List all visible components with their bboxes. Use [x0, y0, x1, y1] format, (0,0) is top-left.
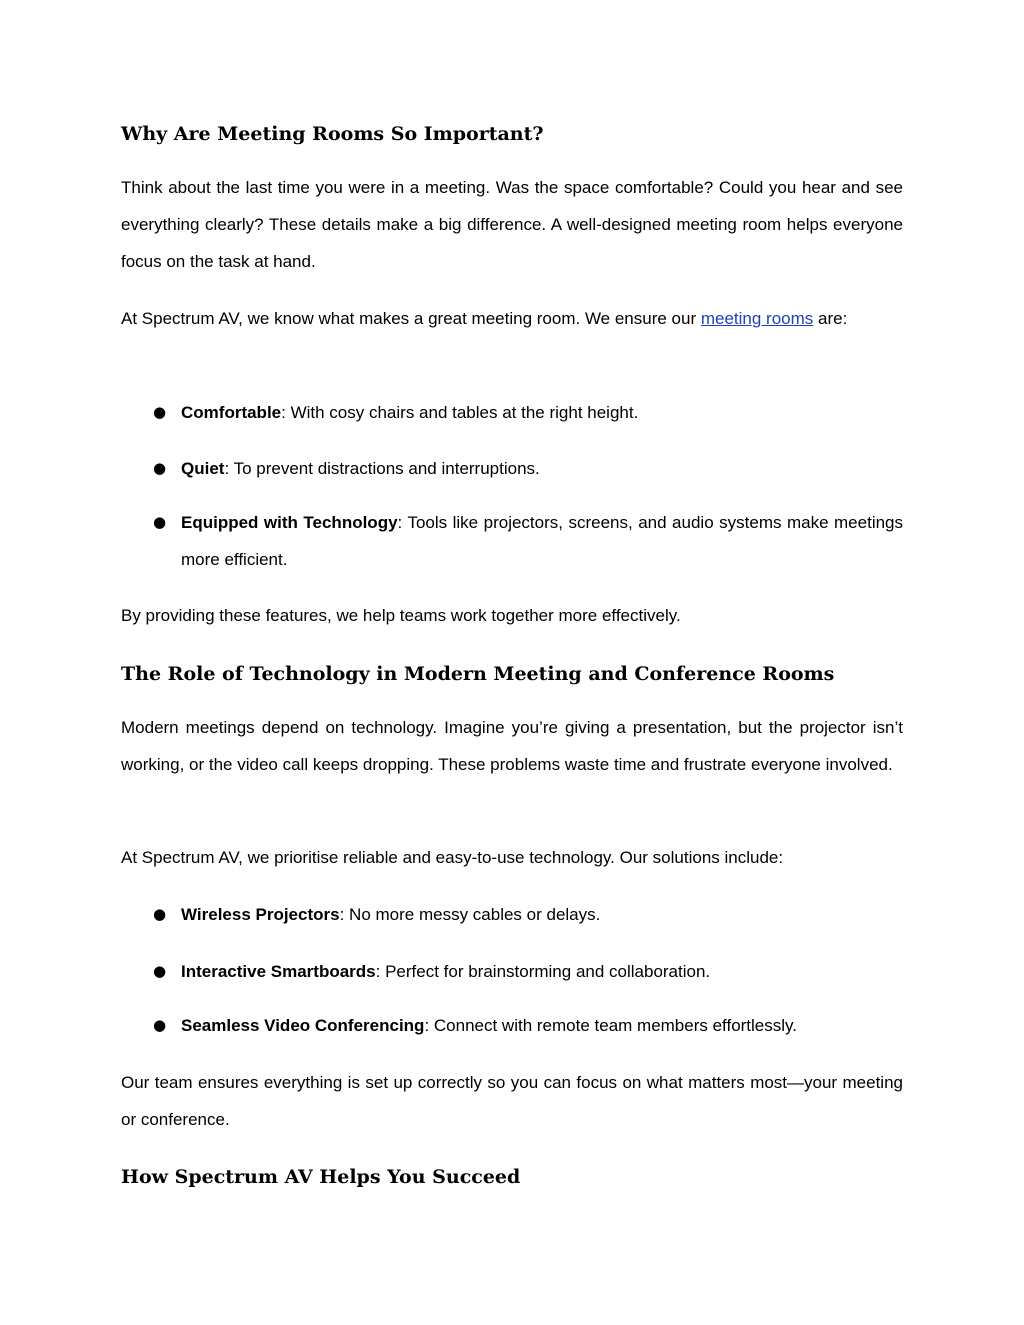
- bullet-icon: ●: [153, 905, 167, 923]
- paragraph-team-ensures: Our team ensures everything is set up correctly so you can focus on what matters most—your meeting or conference.: [121, 1073, 903, 1129]
- bullet-icon: ●: [153, 459, 167, 477]
- list-item-wireless-projectors: [121, 896, 903, 933]
- bullet-term: Equipped with Technology: [181, 513, 398, 532]
- paragraph-text: At Spectrum AV, we know what makes a great meeting room. We ensure our: [121, 309, 701, 328]
- bullet-icon: ●: [153, 513, 167, 531]
- bullet-description: : With cosy chairs and tables at the right height.: [281, 403, 639, 422]
- paragraph-text: are:: [813, 309, 848, 328]
- heading-role-of-technology: The Role of Technology in Modern Meeting and Conference Rooms: [121, 663, 835, 685]
- bullet-term: Quiet: [181, 459, 225, 478]
- paragraph-features-summary: By providing these features, we help teams work together more effectively.: [121, 606, 681, 625]
- paragraph-solutions-intro: At Spectrum AV, we prioritise reliable and easy-to-use technology. Our solutions include:: [121, 848, 784, 867]
- heading-why-meeting-rooms: Why Are Meeting Rooms So Important?: [121, 123, 544, 145]
- bullet-description: : No more messy cables or delays.: [339, 905, 601, 924]
- bullet-term: Comfortable: [181, 403, 282, 422]
- bullet-description: : Tools like projectors, screens, and audio systems make meetings more efficient.: [181, 513, 904, 569]
- list-item-smartboards: [121, 953, 903, 990]
- bullet-term: Seamless Video Conferencing: [181, 1016, 425, 1035]
- list-item-quiet: [121, 450, 903, 487]
- paragraph-modern-meetings: Modern meetings depend on technology. Imagine you’re giving a presentation, but the projector isn’t working, or the video call keeps dropping. These problems waste time and frustrate everyone involved.: [121, 718, 903, 774]
- heading-how-spectrum-helps: How Spectrum AV Helps You Succeed: [121, 1166, 521, 1188]
- bullet-icon: ●: [153, 1016, 167, 1034]
- bullet-description: : Connect with remote team members effortlessly.: [424, 1016, 798, 1035]
- bullet-icon: ●: [153, 403, 167, 421]
- bullet-term: Wireless Projectors: [181, 905, 340, 924]
- bullet-term: Interactive Smartboards: [181, 962, 376, 981]
- list-item-video-conferencing: [121, 1007, 903, 1044]
- paragraph-spectrum-rooms: [121, 300, 903, 337]
- meeting-rooms-link[interactable]: meeting rooms: [700, 309, 814, 328]
- paragraph-intro: Think about the last time you were in a meeting. Was the space comfortable? Could you hear and see everything clearly? These details make a big difference. A well-designed meeting room helps everyone focus on the task at hand.: [121, 178, 903, 271]
- bullet-description: : Perfect for brainstorming and collaboration.: [375, 962, 711, 981]
- bullet-icon: ●: [153, 962, 167, 980]
- bullet-description: : To prevent distractions and interruptions.: [224, 459, 540, 478]
- list-item-comfortable: [121, 394, 903, 431]
- list-item-technology: [121, 504, 903, 578]
